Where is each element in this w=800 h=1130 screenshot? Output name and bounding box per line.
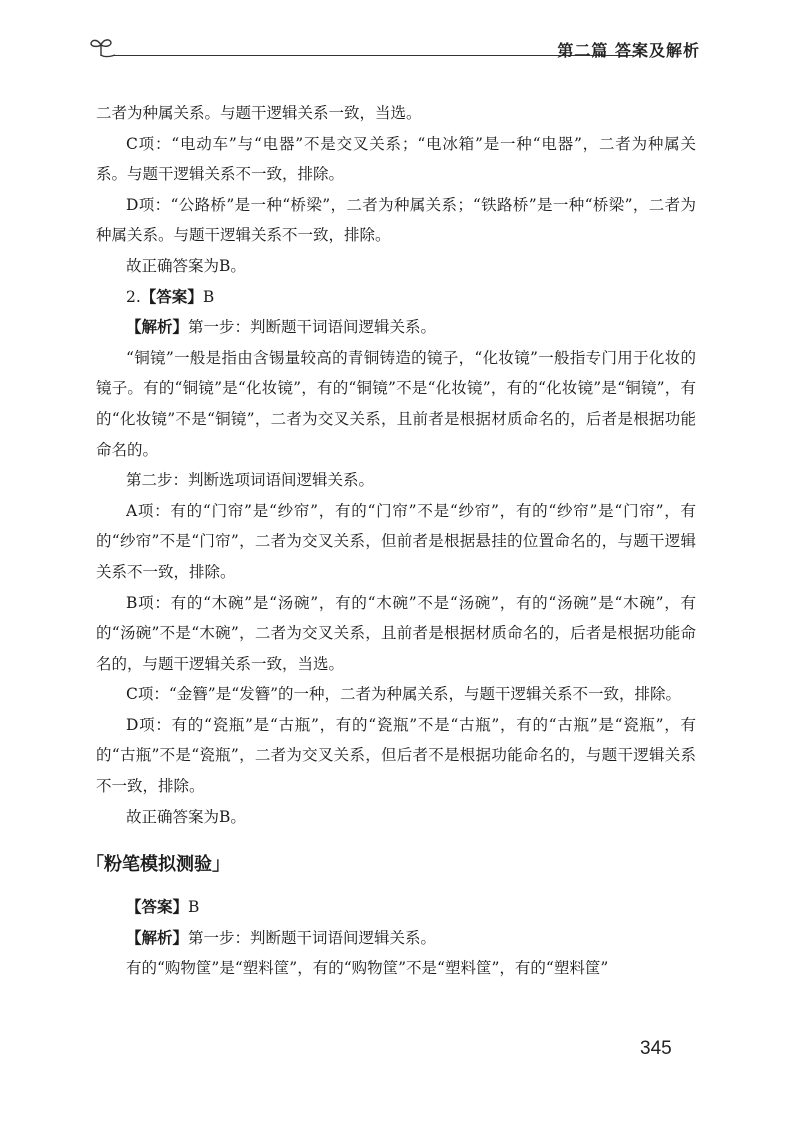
sprout-icon: [88, 34, 116, 60]
paragraph: 故正确答案为B。: [126, 807, 246, 826]
answer-label: 【答案】: [140, 287, 203, 306]
page-header: [88, 34, 700, 66]
analysis-text: 第一步：判断题干词语间逻辑关系。: [188, 318, 437, 337]
paragraph: 第二步：判断选项词语间逻辑关系。: [126, 471, 375, 490]
analysis-label: 【解析】: [126, 318, 189, 337]
question-answer-line: [96, 282, 696, 313]
answer-label: 【答案】: [126, 898, 189, 917]
analysis-line: [96, 312, 696, 343]
paragraph: 二者为种属关系。与题干逻辑关系一致，当选。: [96, 104, 422, 122]
header-rule: [114, 55, 634, 56]
practice-heading: 「粉笔模拟测验」: [86, 854, 230, 876]
paragraph: B项：有的“木碗”是“汤碗”，有的“木碗”不是“汤碗”，有的“汤碗”是“木碗”，有的“汤碗”不是“木碗”，二者为交叉关系，且前者是根据材质命名的，后者是根据功能命名的，与题干逻辑关系一致，当选。: [96, 593, 696, 673]
analysis-text: 第一步：判断题干词语间逻辑关系。: [188, 928, 437, 947]
page-number: 345: [640, 1038, 672, 1059]
paragraph: C项：“电动车”与“电器”不是交叉关系；“电冰箱”是一种“电器”，二者为种属关系。与题干逻辑关系不一致，排除。: [96, 134, 696, 184]
page-content: [86, 98, 696, 984]
paragraph: 故正确答案为B。: [126, 256, 246, 275]
analysis-label: 【解析】: [126, 928, 189, 947]
practice-analysis-line: [96, 923, 696, 954]
answer-value: B: [202, 287, 215, 306]
paragraph: 有的“购物筐”是“塑料筐”，有的“购物筐”不是“塑料筐”，有的“塑料筐”: [126, 959, 609, 978]
paragraph: “铜镜”一般是指由含锡量较高的青铜铸造的镜子，“化妆镜”一般指专门用于化妆的镜子。有的“铜镜”是“化妆镜”，有的“铜镜”不是“化妆镜”，有的“化妆镜”是“铜镜”，有的“化妆镜”不是“铜镜”，二者为交叉关系，且前者是根据材质命名的，后者是根据功能命名的。: [96, 348, 696, 459]
practice-answer-line: [96, 892, 696, 923]
paragraph: D项：有的“瓷瓶”是“古瓶”，有的“瓷瓶”不是“古瓶”，有的“古瓶”是“瓷瓶”，有的“古瓶”不是“瓷瓶”，二者为交叉关系，但后者不是根据功能命名的，与题干逻辑关系不一致，排除。: [96, 715, 696, 796]
section-title: 第二篇 答案及解析: [557, 41, 700, 60]
paragraph: C项：“金簪”是“发簪”的一种，二者为种属关系，与题干逻辑关系不一致，排除。: [126, 685, 682, 704]
paragraph: A项：有的“门帘”是“纱帘”，有的“门帘”不是“纱帘”，有的“纱帘”是“门帘”，有的“纱帘”不是“门帘”，二者为交叉关系，但前者是根据悬挂的位置命名的，与题干逻辑关系不一致，排除。: [96, 501, 696, 581]
answer-value: B: [188, 898, 200, 917]
paragraph: D项：“公路桥”是一种“桥梁”，二者为种属关系；“铁路桥”是一种“桥梁”，二者为种属关系。与题干逻辑关系不一致，排除。: [96, 195, 696, 245]
question-number: 2.: [126, 287, 141, 306]
